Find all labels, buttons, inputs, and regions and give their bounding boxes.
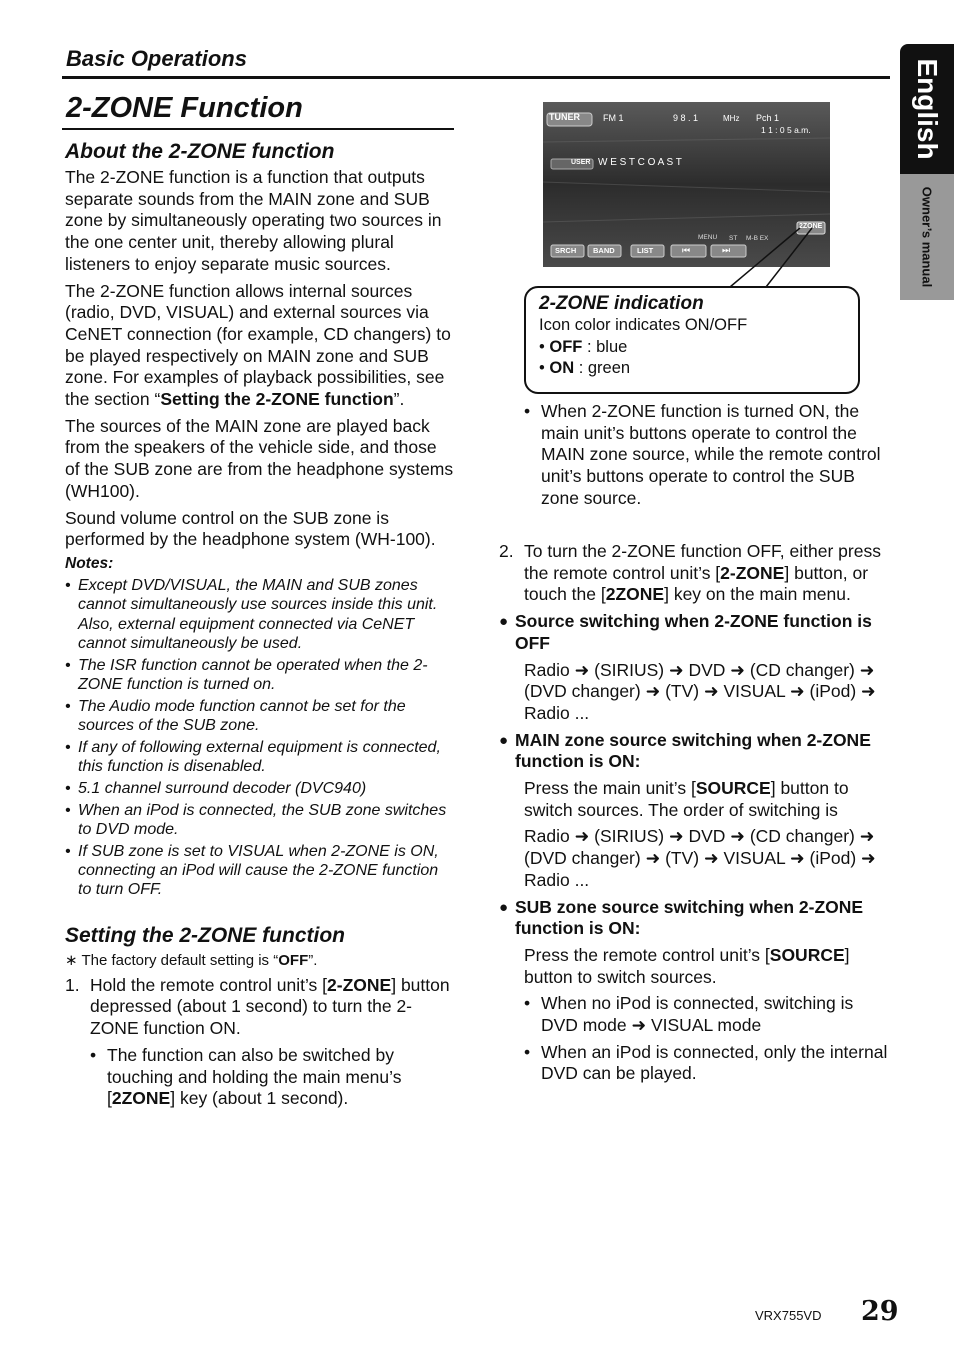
- zone-indication-callout: [524, 286, 860, 394]
- sub-zone-text: Press the remote control unit’s [SOURCE] button to switch sources.: [524, 944, 850, 987]
- notes-list: [65, 576, 455, 900]
- language-side-tab: [900, 44, 954, 300]
- default-setting-note: ∗ The factory default setting is “OFF”.: [65, 951, 318, 969]
- note-item: • The Audio mode function cannot be set for the sources of the SUB zone.: [65, 697, 455, 736]
- step-2: 2. To turn the 2-ZONE function OFF, either press the remote control unit’s [2-ZONE] button, or touch the [2ZONE] key on the main menu.: [499, 541, 881, 605]
- side-tab-language: English: [912, 58, 943, 160]
- screen-2zone-button[interactable]: 2ZONE: [799, 223, 823, 230]
- sub-zone-bullet-2: • When an iPod is connected, only the internal DVD can be played.: [524, 1042, 888, 1085]
- screen-station-name: W E S T C O A S T: [598, 157, 682, 168]
- model-number: VRX755VD: [755, 1308, 822, 1323]
- screen-clock: 1 1 : 0 5 a.m.: [761, 125, 811, 135]
- screen-menu-label: MENU: [698, 234, 718, 241]
- screen-band-button[interactable]: BAND: [593, 246, 615, 255]
- notes-heading: Notes:: [65, 554, 114, 572]
- screen-mbex-label: M-B EX: [746, 235, 769, 242]
- screen-preset: Pch 1: [756, 113, 780, 123]
- right-column: [499, 541, 888, 1085]
- about-paragraph-3: The sources of the MAIN zone are played back from the speakers of the vehicle side, and those of the SUB zone are from the headphone systems (WH100).: [65, 415, 454, 501]
- about-paragraph-2: The 2-ZONE function allows internal sources (radio, DVD, VISUAL) and external sources via CeNET connection (for example, CD changers) to be played respectively on MAIN zone and SUB zone. For examples of playback possibilities, see the section “Setting the 2-ZONE function”.: [65, 280, 451, 410]
- page-title: 2-ZONE Function: [66, 92, 303, 124]
- about-paragraph-4: Sound volume control on the SUB zone is performed by the headphone system (WH-100).: [65, 507, 436, 550]
- right-bullet-block: [524, 401, 888, 510]
- callout-off-line: • OFF : blue: [539, 337, 628, 356]
- screen-user-label: USER: [571, 159, 591, 166]
- heading-sub-zone: ● SUB zone source switching when 2-ZONE function is ON:: [499, 897, 888, 940]
- note-item: • Except DVD/VISUAL, the MAIN and SUB zones cannot simultaneously use sources inside this unit. Also, external equipment connected via CeNET cannot simultaneously be used.: [65, 576, 455, 653]
- screen-tuner-label: TUNER: [549, 112, 580, 122]
- section-heading: Basic Operations: [66, 46, 247, 71]
- screen-prev-button[interactable]: ⏮: [682, 245, 691, 255]
- screen-mhz: MHz: [723, 114, 740, 123]
- side-tab-subtitle: Owner’s manual: [919, 186, 935, 288]
- screen-band: FM 1: [603, 113, 624, 123]
- about-heading: About the 2-ZONE function: [65, 140, 335, 163]
- note-item: • When an iPod is connected, the SUB zone switches to DVD mode.: [65, 801, 455, 840]
- callout-on-line: • ON : green: [539, 359, 631, 378]
- note-item: • The ISR function cannot be operated when the 2-ZONE function is turned on.: [65, 656, 455, 695]
- screen-search-button[interactable]: SRCH: [555, 246, 577, 255]
- setting-heading: Setting the 2-ZONE function: [65, 923, 345, 947]
- step-1: 1. Hold the remote control unit’s [2-ZONE] button depressed (about 1 second) to turn the 2-ZONE function ON.: [65, 974, 450, 1039]
- about-paragraph-1: The 2-ZONE function is a function that outputs separate sounds from the MAIN zone and SUB zone by simultaneously operating two sources in the one center unit, thereby allowing plural listeners to enjoy separate music sources.: [65, 167, 442, 274]
- callout-description: Icon color indicates ON/OFF: [539, 316, 748, 334]
- zone-on-bullet: • When 2-ZONE function is turned ON, the main unit’s buttons operate to control the MAIN zone source, while the remote control unit’s buttons operate to control the SUB zone source.: [524, 401, 888, 510]
- sub-zone-bullet-1: • When no iPod is connected, switching is DVD mode ➜ VISUAL mode: [524, 993, 888, 1036]
- left-column: [65, 140, 455, 1110]
- screen-next-button[interactable]: ⏭: [722, 245, 731, 255]
- screen-st-label: ST: [729, 235, 738, 242]
- callout-pointer: [700, 225, 830, 295]
- main-zone-text: Press the main unit’s [SOURCE] button to switch sources. The order of switching is: [524, 778, 849, 820]
- screen-frequency: 9 8 . 1: [673, 113, 699, 123]
- heading-main-zone: ● MAIN zone source switching when 2-ZONE function is ON:: [499, 730, 888, 773]
- callout-title: 2-ZONE indication: [539, 293, 704, 314]
- note-item: • If any of following external equipment is connected, this function is disenabled.: [65, 738, 455, 777]
- screen-list-button[interactable]: LIST: [637, 246, 654, 255]
- note-item: • 5.1 channel surround decoder (DVC940): [65, 779, 455, 798]
- step-1-bullet: • The function can also be switched by touching and holding the main menu’s [2ZONE] key (about 1 second).: [90, 1045, 455, 1110]
- page-number: 29: [861, 1296, 899, 1327]
- heading-source-off: ● Source switching when 2-ZONE function is OFF: [499, 611, 888, 654]
- sequence-off: Radio ➜ (SIRIUS) ➜ DVD ➜ (CD changer) ➜ (DVD changer) ➜ (TV) ➜ VISUAL ➜ (iPod) ➜ Radio ...: [524, 659, 876, 723]
- title-rule: [62, 128, 454, 130]
- note-item: • If SUB zone is set to VISUAL when 2-ZONE is ON, connecting an iPod will cause the 2-ZONE function to turn OFF.: [65, 842, 455, 900]
- header-rule: [62, 76, 890, 79]
- sequence-main: Radio ➜ (SIRIUS) ➜ DVD ➜ (CD changer) ➜ (DVD changer) ➜ (TV) ➜ VISUAL ➜ (iPod) ➜ Radio ...: [524, 826, 876, 890]
